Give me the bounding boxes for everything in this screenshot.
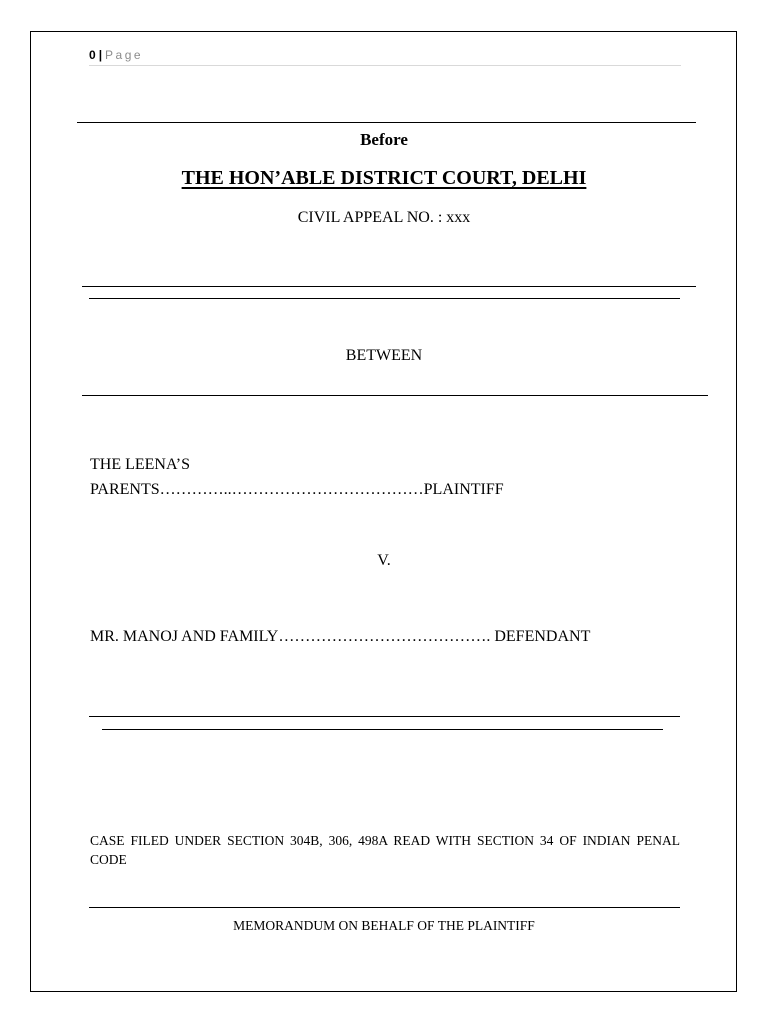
title-bottom-rule bbox=[82, 286, 696, 287]
between-rule bbox=[82, 395, 708, 396]
parties-bottom-rule bbox=[89, 716, 680, 717]
plaintiff-name-line2: PARENTS…………..………………………………PLAINTIFF bbox=[90, 481, 504, 498]
versus-label: V. bbox=[377, 552, 391, 569]
page-number: 0 bbox=[89, 48, 96, 62]
before-heading: Before bbox=[360, 130, 408, 149]
memorandum-rule bbox=[89, 907, 680, 908]
memorandum-caption: MEMORANDUM ON BEHALF OF THE PLAINTIFF bbox=[233, 918, 535, 933]
court-title-text: THE HON’ABLE DISTRICT COURT, DELHI bbox=[181, 167, 587, 189]
title-top-rule bbox=[77, 122, 696, 123]
case-filed-note: CASE FILED UNDER SECTION 304B, 306, 498A READ WITH SECTION 34 OF INDIAN PENAL CODE bbox=[90, 833, 680, 867]
title-bottom-rule-inner bbox=[89, 298, 680, 299]
page-header bbox=[89, 47, 681, 66]
between-heading: BETWEEN bbox=[345, 347, 423, 364]
page-separator: | bbox=[98, 48, 103, 62]
defendant-line: MR. MANOJ AND FAMILY…………………………………. DEFENDANT bbox=[90, 628, 591, 645]
court-title bbox=[0, 167, 768, 190]
plaintiff-block bbox=[90, 452, 504, 502]
page-label: Page bbox=[105, 48, 144, 62]
civil-appeal-number: CIVIL APPEAL NO. : xxx bbox=[297, 209, 471, 226]
parties-bottom-rule-inner bbox=[102, 729, 663, 730]
plaintiff-name-line1: THE LEENA’S bbox=[90, 456, 190, 473]
